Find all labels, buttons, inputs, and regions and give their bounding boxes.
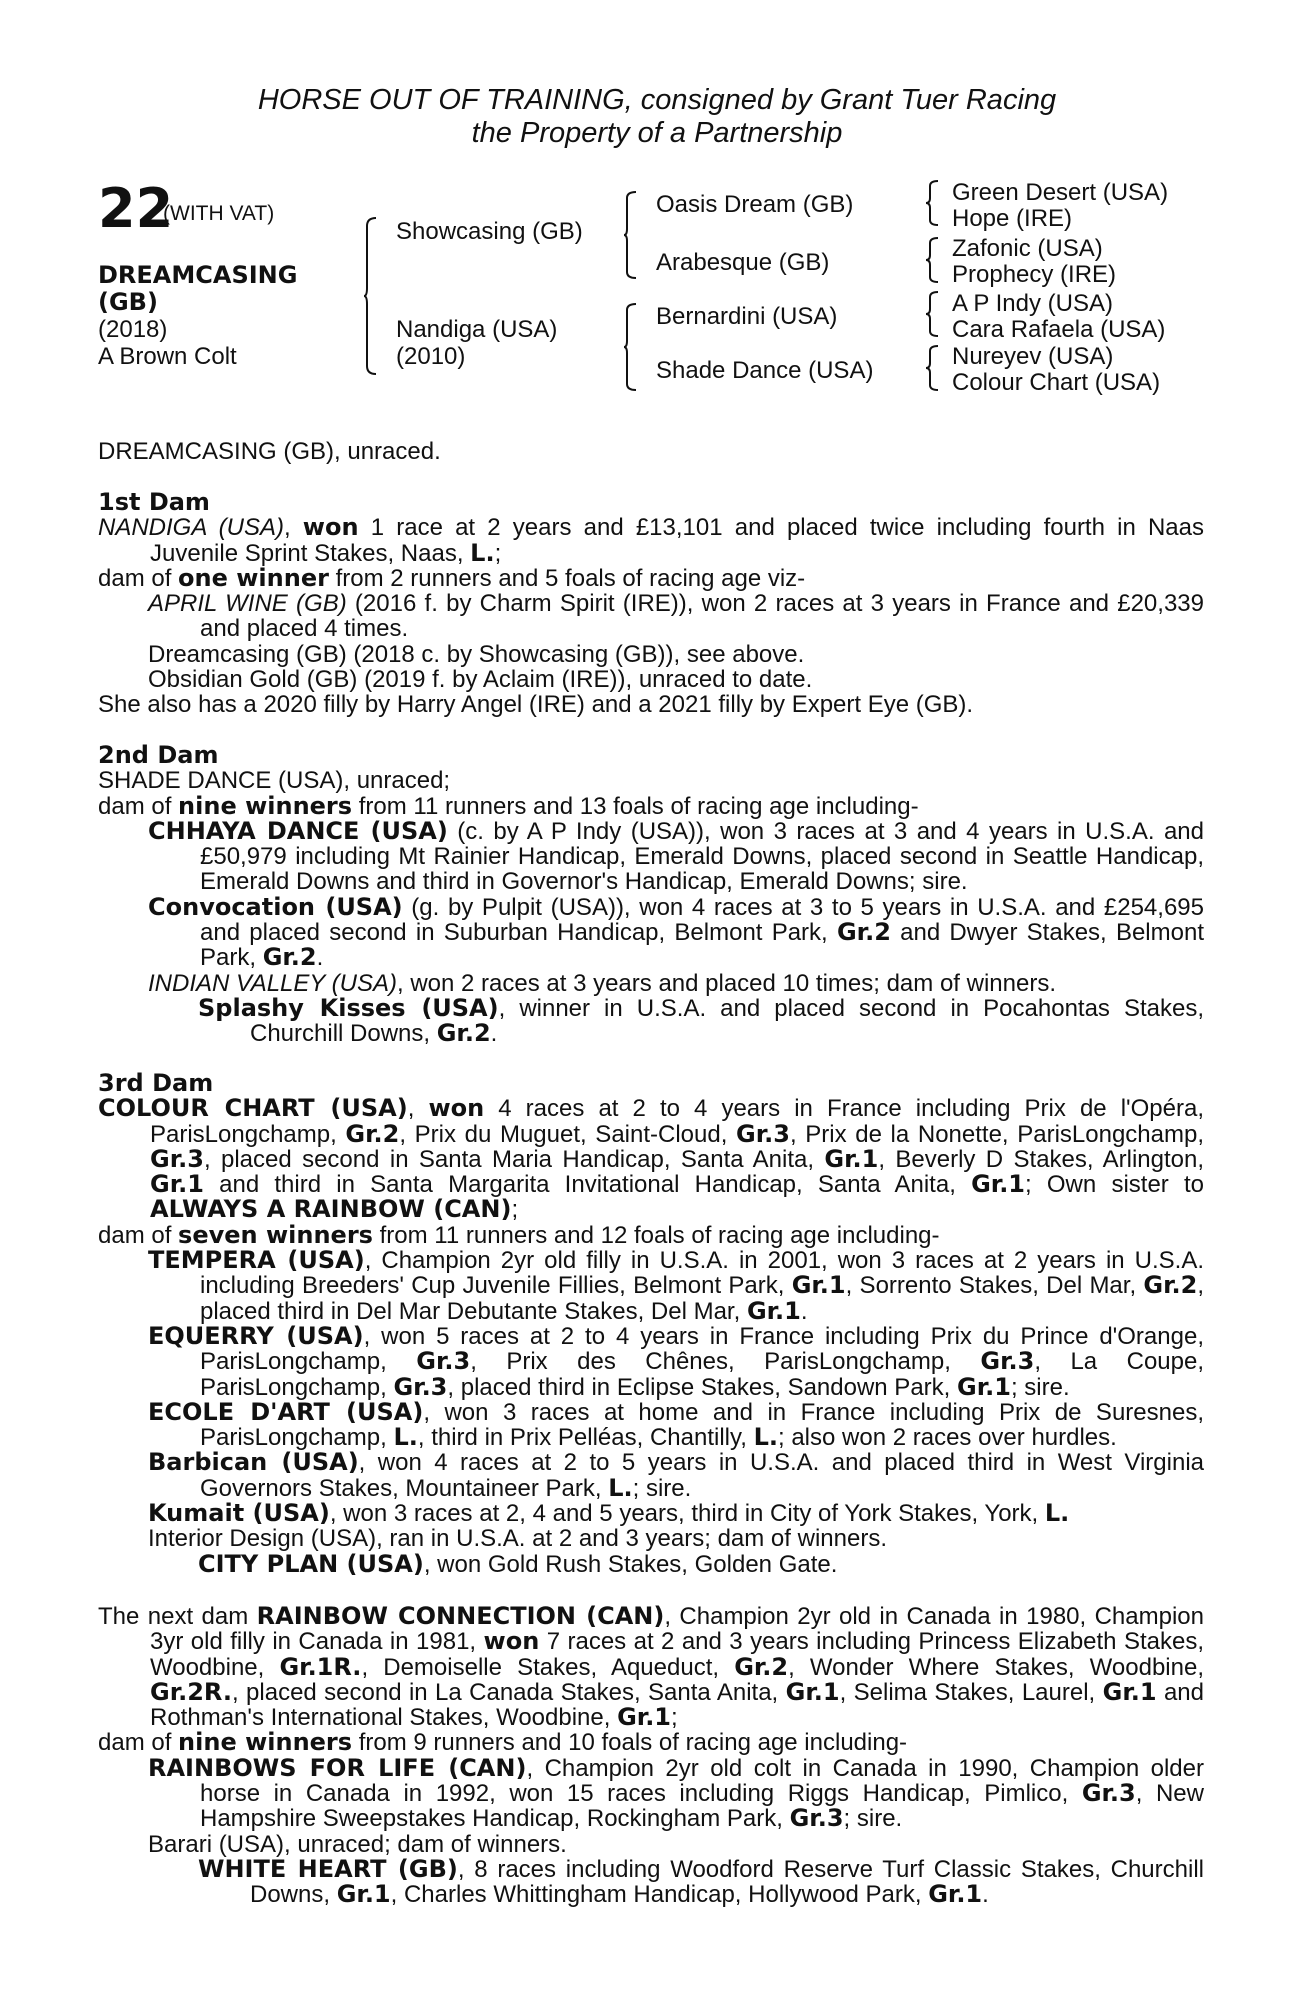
dam3-record [98, 1096, 1204, 1222]
pedigree-bracket-parents [364, 218, 378, 374]
text-run: ; Own sister to [1025, 1171, 1205, 1199]
text-run: . [316, 944, 324, 972]
text-run: , Sorrento Stakes, Del Mar, [845, 1272, 1144, 1300]
next-dam-foal-1 [98, 1753, 1204, 1833]
dam2-foal-2 [98, 892, 1204, 972]
dam1-foal-3 [98, 667, 1204, 692]
text-run: , Prix des Chênes, ParisLongchamp, [470, 1348, 981, 1376]
text-run: , [407, 1095, 429, 1123]
text-run: . [490, 1020, 498, 1048]
text-run: ; [671, 1704, 678, 1732]
text-run: and Dwyer Stakes, Belmont Park, [200, 919, 1204, 972]
unraced-line: DREAMCASING (GB), unraced. [98, 438, 441, 465]
pedigree-bracket-dam [624, 304, 638, 390]
dam3-granddaughter-foal [98, 1549, 1204, 1578]
text-run: , Beverly D Stakes, Arlington, [878, 1145, 1204, 1173]
dam3-foal-6 [98, 1526, 1204, 1551]
text-run: ; [494, 539, 502, 567]
bold-run: L. [753, 1423, 778, 1452]
text-run: ; sire. [843, 1805, 903, 1833]
bold-run: CITY PLAN (USA) [198, 1549, 424, 1578]
bold-run: Gr.1 [336, 1880, 391, 1909]
pedigree-dam: Nandiga (USA) [396, 316, 558, 343]
bold-run: RAINBOWS FOR LIFE (CAN) [148, 1753, 527, 1782]
vat-label: (WITH VAT) [163, 202, 275, 225]
bold-run: Gr.1R. [279, 1652, 362, 1681]
dam3-foal-4 [98, 1450, 1204, 1501]
text-run: , Wonder Where Stakes, Woodbine, [788, 1653, 1204, 1681]
horse-name: DREAMCASING [98, 261, 298, 289]
text-run: , placed second in Santa Maria Handicap, Santa Anita, [203, 1145, 825, 1173]
pedigree-dam-sire: Bernardini (USA) [656, 303, 838, 330]
second-dam-heading: 2nd Dam [98, 741, 219, 769]
text-run: dam of [98, 792, 179, 820]
bold-run: EQUERRY (USA) [148, 1321, 364, 1350]
bold-run: Gr.3 [736, 1119, 790, 1148]
text-run: , Champion 2yr old in Canada in 1980, Champion 3yr old filly in Canada in 1981, [150, 1603, 1204, 1656]
text-run: from 11 runners and 13 foals of racing age including- [352, 792, 919, 820]
third-dam-section [98, 1071, 1204, 1577]
text-run: 1 race at 2 years and £13,101 and placed twice including fourth in Naas Juvenile Sprint Stakes, Naas, [150, 514, 1204, 567]
first-dam-section [98, 490, 1204, 718]
dam1-produce-summary [98, 563, 1204, 592]
bold-run: Gr.2 [836, 918, 891, 947]
text-run: , won Gold Rush Stakes, Golden Gate. [423, 1550, 838, 1578]
text-run: , placed third in Del Mar Debutante Stakes, Del Mar, [200, 1272, 1204, 1325]
pedigree-g3-3: Zafonic (USA) [952, 235, 1103, 262]
text-run: and third in Santa Margarita Invitational Handicap, Santa Anita, [203, 1171, 972, 1199]
bold-run: Gr.1 [957, 1372, 1011, 1401]
bold-run: Gr.1 [617, 1703, 672, 1732]
lot-number: 22 [98, 177, 174, 240]
dam3-foal-1 [98, 1248, 1204, 1324]
horse-country: (GB) [98, 288, 158, 316]
text-run: , third in Prix Pelléas, Chantilly, [417, 1424, 754, 1452]
bold-run: Gr.2 [734, 1652, 789, 1681]
bold-run: Gr.1 [928, 1880, 983, 1909]
text-run: , Prix de la Nonette, ParisLongchamp, [789, 1120, 1204, 1148]
pedigree-bracket-g1 [926, 181, 940, 225]
text-run: , 8 races including Woodford Reserve Turf Classic Stakes, Churchill Downs, [250, 1855, 1204, 1909]
bold-run: Gr.1 [971, 1170, 1026, 1199]
text-run: , Champion 2yr old colt in Canada in 1990, Champion older horse in Canada in 1992, won 15 races including Riggs Handicap, Pimlico, [200, 1754, 1204, 1808]
unraced-statement [98, 439, 1204, 464]
text-run: and Rothman's International Stakes, Woodbine, [150, 1678, 1205, 1732]
text-run: , won 4 races at 2 to 5 years in U.S.A. and placed third in West Virginia Governors Stakes, Mountaineer Park, [200, 1449, 1204, 1502]
pedigree-dam-year: (2010) [396, 343, 466, 370]
dam3-foal-3 [98, 1397, 1204, 1452]
text-run: (2016 f. by Charm Spirit (IRE)), won 2 races at 3 years in France and £20,339 and placed 4 times. [200, 590, 1204, 643]
bold-run: won [428, 1094, 485, 1123]
bold-run: ECOLE D'ART (USA) [148, 1397, 424, 1426]
text-run: , New Hampshire Sweepstakes Handicap, Rockingham Park, [200, 1780, 1204, 1833]
pedigree-g3-7: Nureyev (USA) [952, 343, 1114, 370]
bold-run: nine winners [178, 1728, 353, 1757]
bold-run: won [302, 513, 359, 542]
dam3-foal-2 [98, 1321, 1204, 1401]
second-dam-section [98, 743, 1204, 1047]
dam1-record [98, 515, 1204, 566]
first-dam-heading: 1st Dam [98, 488, 210, 516]
next-dam-produce-summary [98, 1730, 1204, 1755]
dam2-granddaughter-foal [98, 993, 1205, 1048]
pedigree-dam-dam: Shade Dance (USA) [656, 357, 874, 384]
bold-run: L. [393, 1423, 418, 1452]
text-run: Obsidian Gold (GB) (2019 f. by Aclaim (IRE)), unraced to date. [148, 666, 813, 694]
bold-run: Splashy Kisses (USA) [198, 993, 499, 1022]
pedigree-sire-sire: Oasis Dream (GB) [656, 191, 854, 218]
text-run: , placed third in Eclipse Stakes, Sandown Park, [447, 1373, 957, 1401]
next-dam-section [98, 1604, 1204, 1908]
bold-run: WHITE HEART (GB) [198, 1854, 458, 1883]
text-run: 7 races at 2 and 3 years including Princess Elizabeth Stakes, Woodbine, [150, 1628, 1205, 1681]
text-run: ; sire. [632, 1474, 692, 1502]
bold-run: Barbican (USA) [148, 1448, 359, 1477]
text-run: , won 3 races at 2, 4 and 5 years, third in City of York Stakes, York, [329, 1500, 1045, 1528]
dam1-foal-1 [98, 591, 1204, 642]
bold-run: nine winners [178, 791, 353, 820]
bold-run: Gr.3 [416, 1347, 471, 1376]
bold-run: Gr.3 [1081, 1779, 1136, 1808]
pedigree-bracket-g2 [926, 238, 940, 282]
pedigree-g3-5: A P Indy (USA) [952, 290, 1113, 317]
bold-run: Gr.3 [150, 1144, 204, 1173]
dam3-produce-summary [98, 1220, 1204, 1249]
text-run: , Charles Whittingham Handicap, Hollywood Park, [390, 1881, 929, 1909]
bold-run: Gr.2 [436, 1019, 491, 1048]
bold-run: Gr.1 [746, 1296, 801, 1325]
text-run: dam of [98, 1729, 179, 1757]
text-run: from 9 runners and 10 foals of racing age including- [352, 1729, 908, 1757]
text-run: Dreamcasing (GB) (2018 c. by Showcasing (GB)), see above. [148, 640, 805, 668]
text-run: , placed second in La Canada Stakes, Santa Anita, [231, 1678, 786, 1706]
bold-run: Gr.2 [1143, 1271, 1198, 1300]
bold-run: RAINBOW CONNECTION (CAN) [256, 1602, 665, 1630]
bold-run: won [483, 1627, 540, 1656]
text-run: , won 3 races at home and in France including Prix de Suresnes, ParisLongchamp, [200, 1398, 1204, 1452]
pedigree-g3-1: Green Desert (USA) [952, 179, 1169, 206]
property-line: the Property of a Partnership [471, 117, 843, 149]
bold-run: Gr.2R. [150, 1677, 232, 1706]
pedigree-g3-6: Cara Rafaela (USA) [952, 316, 1166, 343]
bold-run: Gr.1 [1102, 1677, 1157, 1706]
third-dam-heading: 3rd Dam [98, 1069, 214, 1097]
text-run: The next dam [98, 1603, 257, 1630]
text-run: , La Coupe, ParisLongchamp, [200, 1348, 1204, 1401]
pedigree-sire: Showcasing (GB) [396, 218, 583, 245]
text-run: , Demoiselle Stakes, Aqueduct, [361, 1653, 735, 1681]
bold-run: one winner [178, 563, 329, 592]
italic-run: INDIAN VALLEY (USA) [148, 969, 397, 997]
text-run: , [283, 514, 303, 542]
pedigree-bracket-g3 [926, 292, 940, 336]
text-run: from 11 runners and 12 foals of racing age including- [372, 1221, 940, 1249]
text-run: , Selima Stakes, Laurel, [839, 1678, 1103, 1706]
text-run: dam of [98, 564, 179, 592]
dam2-foal-3 [98, 971, 1204, 996]
dam3-foal-5 [98, 1501, 1204, 1526]
horse-description: A Brown Colt [98, 343, 237, 370]
dam1-foal-2 [98, 642, 1204, 667]
text-run: , won 5 races at 2 to 4 years in France including Prix du Prince d'Orange, ParisLongchamp, [200, 1322, 1204, 1376]
bold-run: Gr.3 [393, 1372, 448, 1401]
bold-run: CHHAYA DANCE (USA) [148, 816, 448, 845]
consignor-line: HORSE OUT OF TRAINING, consigned by Grant Tuer Racing [257, 84, 1057, 116]
pedigree-g3-4: Prophecy (IRE) [952, 261, 1117, 288]
text-run: Interior Design (USA), ran in U.S.A. at 2 and 3 years; dam of winners. [148, 1525, 887, 1553]
text-run: , Champion 2yr old filly in U.S.A. in 2001, won 3 races at 2 years in U.S.A. including Breeders' Cup Juvenile Fillies, Belmont Park, [200, 1247, 1205, 1300]
text-run: dam of [98, 1221, 179, 1249]
text-run: from 2 runners and 5 foals of racing age viz- [328, 564, 806, 592]
text-run: ; sire. [1010, 1373, 1070, 1401]
dam1-additional-foals [98, 692, 1204, 717]
pedigree-bracket-g4 [926, 346, 940, 390]
text-run: She also has a 2020 filly by Harry Angel (IRE) and a 2021 filly by Expert Eye (GB). [98, 691, 974, 719]
horse-year: (2018) [98, 316, 168, 343]
text-run: (g. by Pulpit (USA)), won 4 races at 3 to 5 years in U.S.A. and £254,695 and placed second in Suburban Handicap, Belmont Park, [200, 893, 1204, 947]
text-run: ; also won 2 races over hurdles. [777, 1424, 1117, 1452]
italic-run: NANDIGA (USA) [98, 514, 284, 542]
next-dam-record [98, 1604, 1204, 1730]
bold-run: Gr.3 [789, 1804, 844, 1833]
bold-run: seven winners [178, 1220, 373, 1249]
bold-run: ALWAYS A RAINBOW (CAN) [150, 1195, 512, 1224]
text-run: , won 2 races at 3 years and placed 10 times; dam of winners. [396, 969, 1056, 997]
text-run: (c. by A P Indy (USA)), won 3 races at 3 and 4 years in U.S.A. and £50,979 including Mt Rainier Handicap, Emerald Downs, placed second in Seattle Handicap, Emerald Downs and third in Governor's Handicap, Emerald Downs; sire. [200, 817, 1204, 896]
dam2-record [98, 768, 1204, 793]
pedigree-g3-2: Hope (IRE) [952, 205, 1073, 232]
bold-run: Gr.1 [791, 1271, 846, 1300]
bold-run: Gr.1 [824, 1144, 879, 1173]
pedigree-g3-8: Colour Chart (USA) [952, 369, 1161, 396]
bold-run: Gr.1 [150, 1170, 204, 1199]
bold-run: TEMPERA (USA) [148, 1246, 365, 1275]
bold-run: L. [608, 1473, 633, 1502]
bold-run: Convocation (USA) [148, 892, 403, 921]
bold-run: Gr.2 [262, 943, 317, 972]
next-dam-foal-2 [98, 1832, 1204, 1857]
text-run: Barari (USA), unraced; dam of winners. [148, 1830, 567, 1858]
bold-run: Kumait (USA) [148, 1499, 330, 1528]
dam2-foal-1 [98, 816, 1204, 896]
text-run: ; [511, 1196, 519, 1224]
bold-run: Gr.1 [785, 1677, 840, 1706]
text-run: , winner in U.S.A. and placed second in Pocahontas Stakes, Churchill Downs, [250, 994, 1205, 1048]
text-run: SHADE DANCE (USA), unraced; [98, 767, 451, 795]
pedigree-bracket-sire [624, 192, 638, 278]
dam2-produce-summary [98, 791, 1204, 820]
bold-run: Gr.3 [980, 1347, 1035, 1376]
pedigree-sire-dam: Arabesque (GB) [656, 249, 830, 276]
text-run: , Prix du Muguet, Saint-Cloud, [399, 1120, 737, 1148]
text-run: 4 races at 2 to 4 years in France including Prix de l'Opéra, ParisLongchamp, [150, 1095, 1204, 1148]
bold-run: L. [1044, 1499, 1070, 1528]
text-run: . [800, 1297, 808, 1325]
italic-run: APRIL WINE (GB) [148, 590, 347, 618]
next-dam-granddaughter-foal [98, 1854, 1204, 1909]
bold-run: Gr.2 [345, 1119, 400, 1148]
bold-run: L. [470, 538, 495, 567]
text-run: . [982, 1881, 989, 1909]
bold-run: COLOUR CHART (USA) [98, 1094, 408, 1123]
